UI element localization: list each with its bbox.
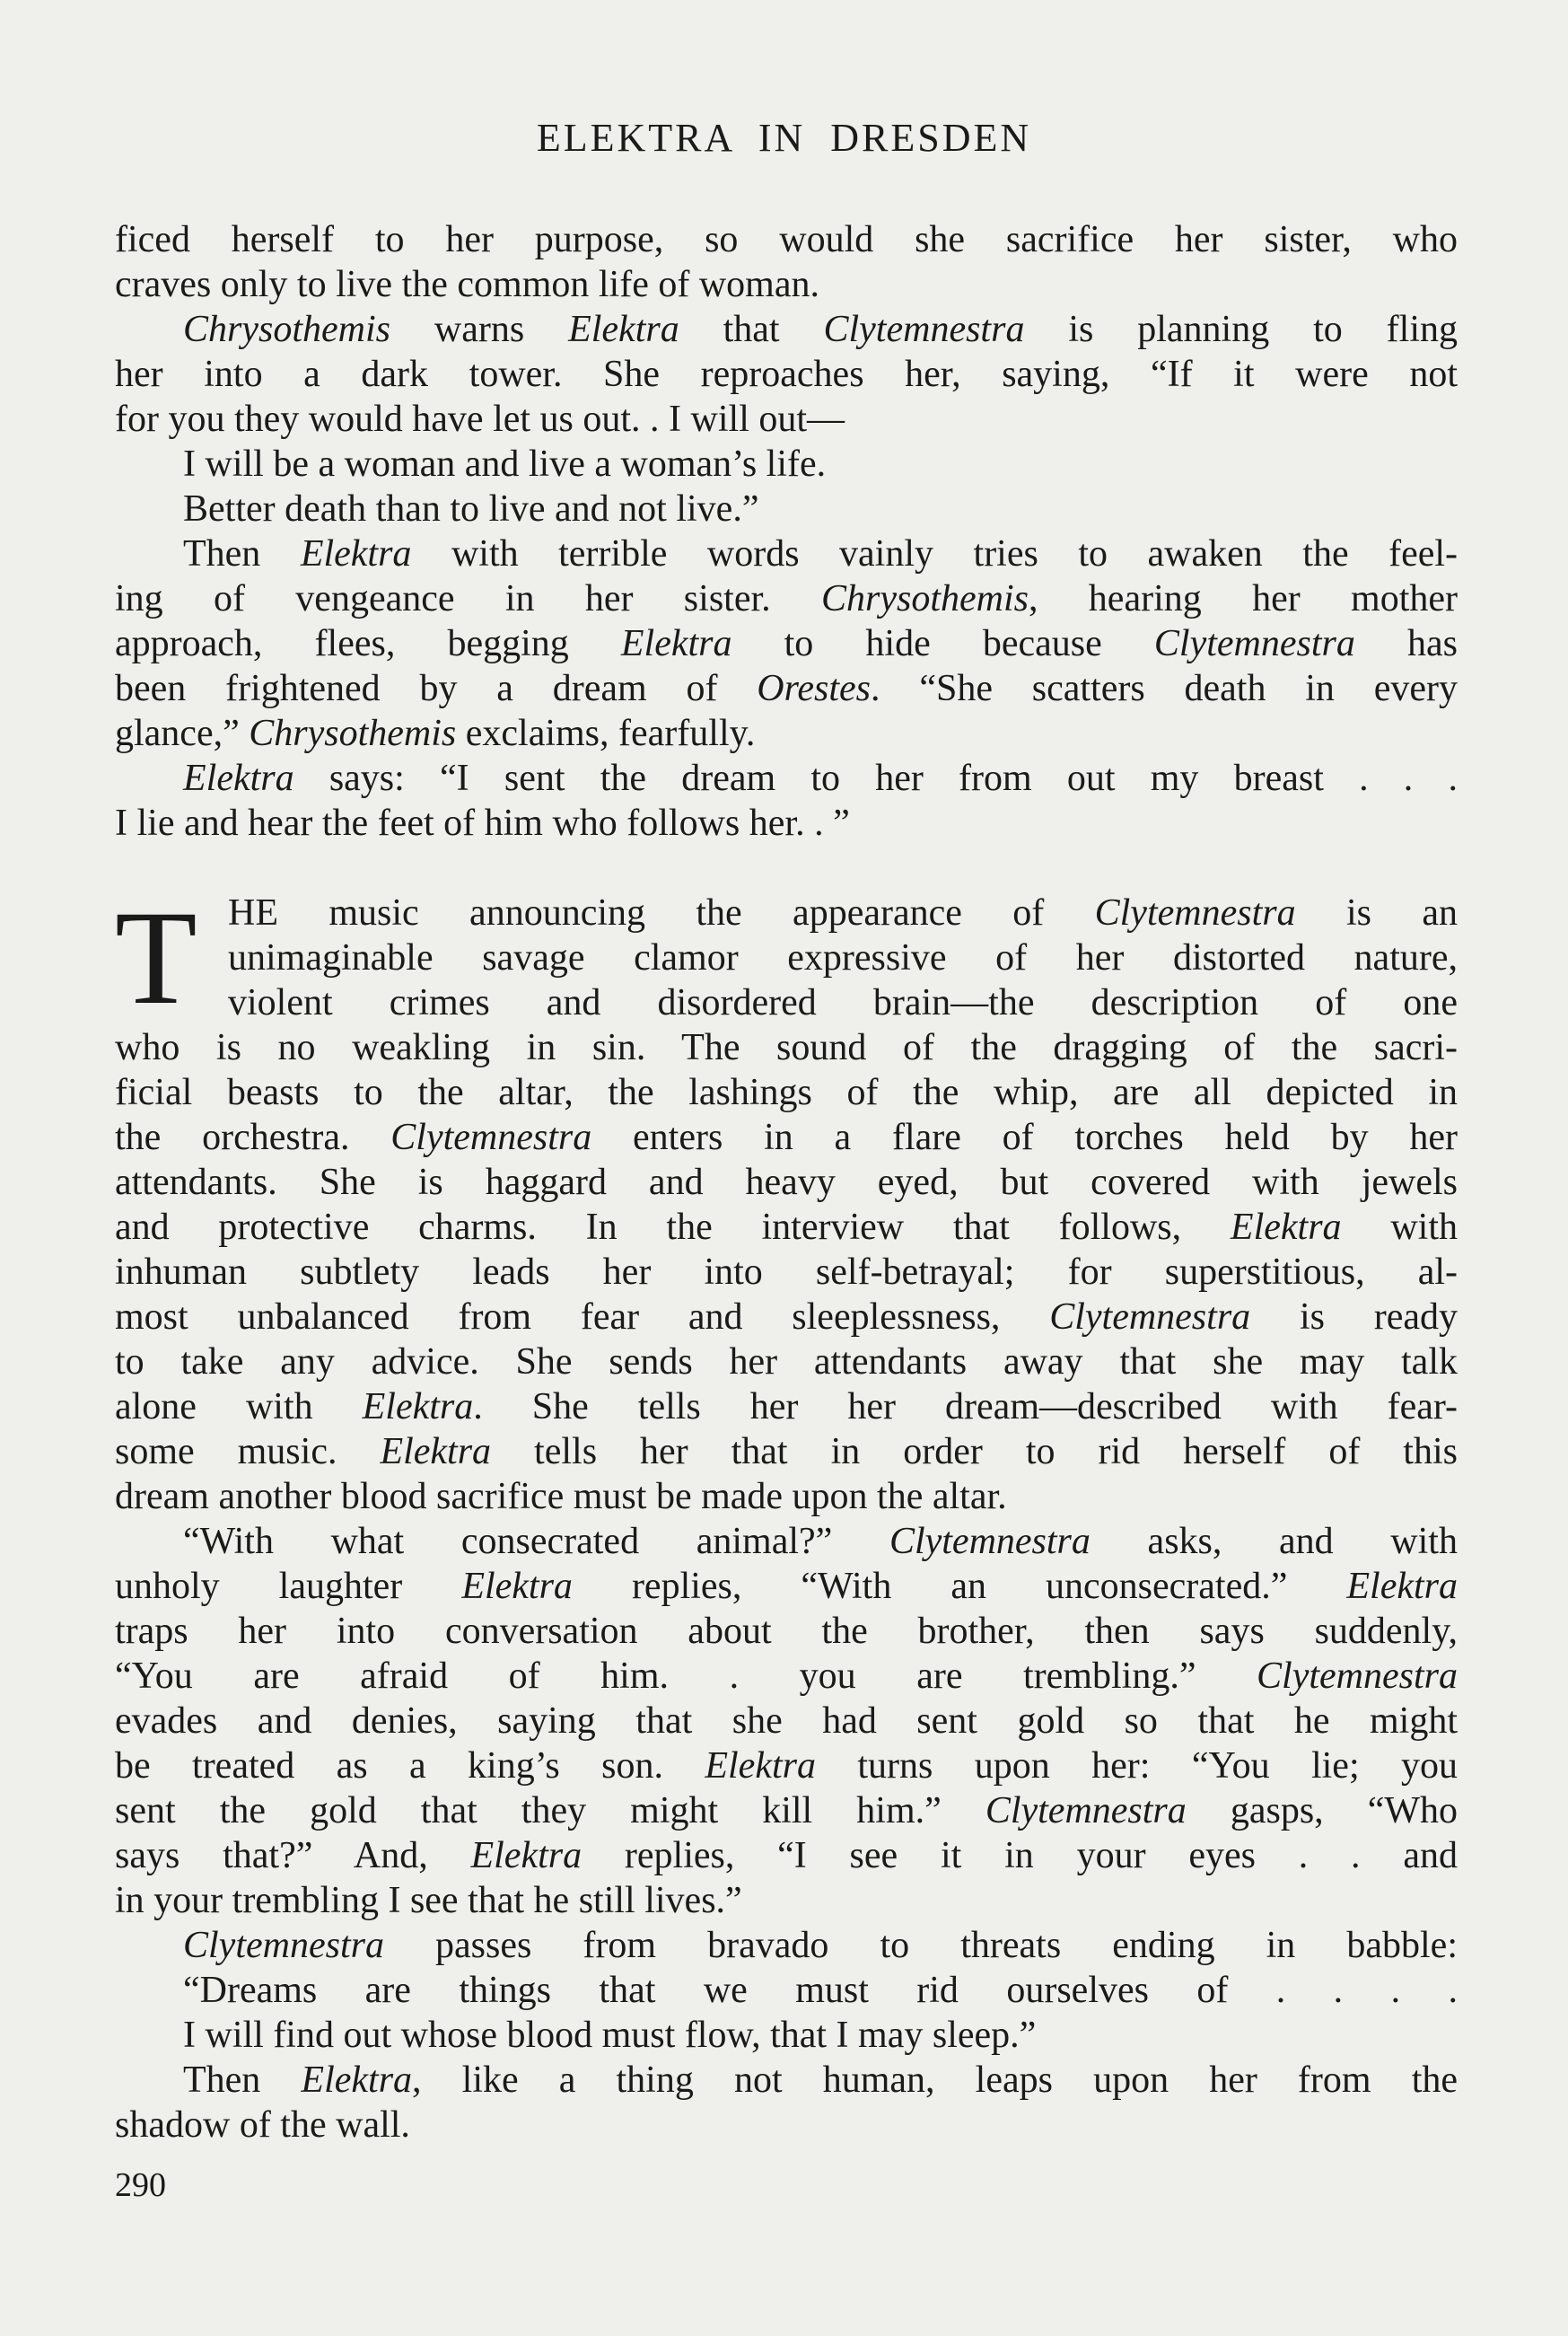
text-line: who is no weakling in sin. The sound of the dragging of the sacri- — [115, 1027, 1458, 1068]
text-line: Better death than to live and not live.” — [183, 488, 759, 530]
character-name: Elektra — [1346, 1566, 1459, 1607]
text-line: ing of vengeance in her sister. Chrysothemis, hearing her mother — [115, 578, 1458, 619]
text-line: her into a dark tower. She reproaches her, saying, “If it were not — [115, 354, 1458, 395]
text-line: Clytemnestra passes from bravado to threats ending in babble: — [183, 1925, 1458, 1966]
text-line: most unbalanced from fear and sleeplessness, Clytemnestra is ready — [115, 1296, 1458, 1338]
text-line: Elektra says: “I sent the dream to her from out my breast . . . — [183, 758, 1458, 799]
character-name: Clytemnestra — [889, 1521, 1091, 1562]
text-line: says that?” And, Elektra replies, “I see it in your eyes . . and — [115, 1835, 1458, 1876]
character-name: Clytemnestra — [1049, 1296, 1251, 1338]
text-line: “With what consecrated animal?” Clytemnestra asks, and with — [183, 1521, 1458, 1562]
page-number: 290 — [115, 2166, 166, 2204]
text-line: for you they would have let us out. . I will out— — [115, 399, 845, 440]
character-name: Clytemnestra — [390, 1117, 592, 1158]
text-line: I lie and hear the feet of him who follows her. . ” — [115, 803, 850, 844]
character-name: Elektra — [183, 758, 294, 799]
text-line: to take any advice. She sends her attendants away that she may talk — [115, 1341, 1458, 1383]
text-line: “You are afraid of him. . you are trembling.” Clytemnestra — [115, 1655, 1458, 1697]
character-name: Elektra — [568, 309, 679, 350]
character-name: Clytemnestra — [183, 1925, 384, 1966]
character-name: Elektra — [620, 623, 732, 664]
character-name: Clytemnestra — [1094, 892, 1296, 934]
character-name: Chrysothemis — [249, 713, 457, 754]
text-line: unholy laughter Elektra replies, “With an unconsecrated.” Elektra — [115, 1566, 1459, 1607]
text-line: alone with Elektra. She tells her her dream—described with fear- — [115, 1386, 1458, 1427]
text-line: in your trembling I see that he still lives.” — [115, 1880, 742, 1921]
character-name: Elektra — [362, 1386, 474, 1427]
text-line: ficed herself to her purpose, so would she sacrifice her sister, who — [115, 219, 1458, 260]
character-name: Clytemnestra — [823, 309, 1025, 350]
text-line: traps her into conversation about the brother, then says suddenly, — [115, 1611, 1458, 1652]
text-line: the orchestra. Clytemnestra enters in a flare of torches held by her — [115, 1117, 1458, 1158]
text-line: Then Elektra with terrible words vainly tries to awaken the feel- — [183, 533, 1459, 575]
character-name: Clytemnestra — [1153, 623, 1355, 664]
character-name: Elektra — [301, 2059, 413, 2101]
text-line: glance,” Chrysothemis exclaims, fearfully. — [115, 713, 756, 754]
text-line: evades and denies, saying that she had sent gold so that he might — [115, 1700, 1458, 1742]
character-name: Elektra — [380, 1431, 492, 1472]
text-line: unimaginable savage clamor expressive of her distorted nature, — [228, 937, 1458, 979]
running-head: ELEKTRA IN DRESDEN — [536, 116, 1032, 160]
text-line: attendants. She is haggard and heavy eyed, but covered with jewels — [115, 1162, 1458, 1203]
text-block-lower — [115, 883, 1459, 2147]
character-name: Elektra — [461, 1566, 573, 1607]
text-line: ficial beasts to the altar, the lashings of the whip, are all depicted in — [115, 1072, 1458, 1113]
character-name: Orestes — [757, 668, 872, 709]
text-line: shadow of the wall. — [115, 2104, 410, 2146]
text-line: “Dreams are things that we must rid ourselves of . . . . — [183, 1970, 1458, 2011]
drop-cap: T — [115, 883, 197, 1032]
text-line: approach, flees, begging Elektra to hide because Clytemnestra has — [115, 623, 1458, 664]
text-line: dream another blood sacrifice must be made upon the altar. — [115, 1476, 1007, 1517]
character-name: Elektra — [1230, 1207, 1342, 1248]
text-line: inhuman subtlety leads her into self-betrayal; for superstitious, al- — [115, 1251, 1458, 1293]
character-name: Chrysothemis — [183, 309, 390, 350]
character-name: Clytemnestra — [985, 1790, 1187, 1831]
text-line: Then Elektra, like a thing not human, leaps upon her from the — [183, 2059, 1458, 2101]
text-line: sent the gold that they might kill him.” Clytemnestra gasps, “Who — [115, 1790, 1458, 1831]
text-line: be treated as a king’s son. Elektra turns upon her: “You lie; you — [115, 1745, 1459, 1787]
text-line: and protective charms. In the interview that follows, Elektra with — [115, 1207, 1458, 1248]
text-line: some music. Elektra tells her that in order to rid herself of this — [115, 1431, 1458, 1472]
text-line: HE music announcing the appearance of Clytemnestra is an — [228, 892, 1458, 934]
character-name: Clytemnestra — [1257, 1655, 1458, 1697]
text-line: been frightened by a dream of Orestes. “She scatters death in every — [115, 668, 1458, 709]
character-name: Elektra — [705, 1745, 816, 1787]
character-name: Elektra — [470, 1835, 583, 1876]
character-name: Elektra — [300, 533, 412, 575]
text-line: craves only to live the common life of woman. — [115, 264, 819, 305]
text-line: I will find out whose blood must flow, that I may sleep.” — [183, 2015, 1037, 2056]
text-line: violent crimes and disordered brain—the description of one — [228, 982, 1458, 1023]
text-line: I will be a woman and live a woman’s life. — [183, 443, 827, 485]
text-block-upper — [115, 217, 1458, 846]
text-line: Chrysothemis warns Elektra that Clytemnestra is planning to fling — [183, 309, 1458, 350]
character-name: Chrysothemis — [820, 578, 1029, 619]
